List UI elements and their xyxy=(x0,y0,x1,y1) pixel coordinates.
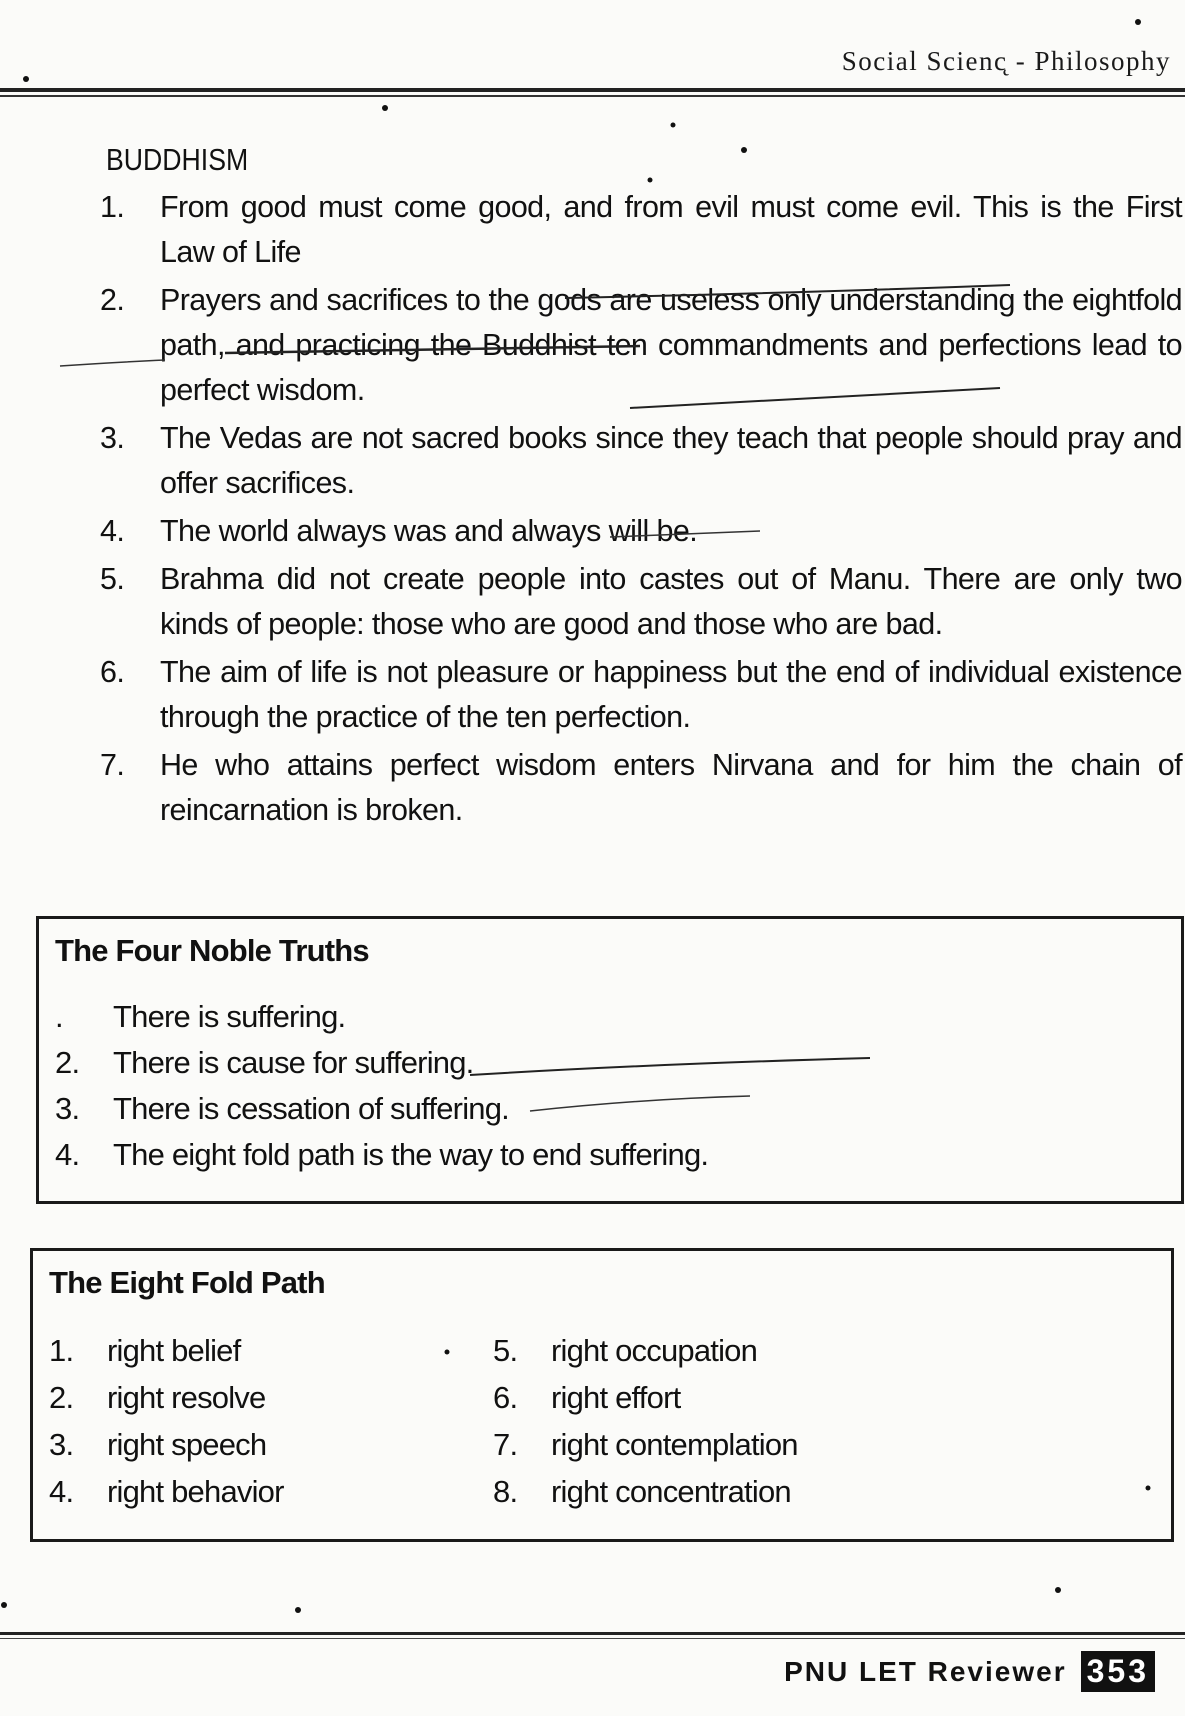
section-title: BUDDHISM xyxy=(106,142,249,177)
list-item: . There is suffering. xyxy=(55,999,346,1034)
list-item: 4. The world always was and always will be. xyxy=(100,514,698,548)
list-item: 4. right behavior xyxy=(49,1474,284,1509)
list-item: 3. There is cessation of suffering. xyxy=(55,1091,509,1126)
list-item: 4. The eight fold path is the way to end suffering. xyxy=(55,1137,709,1172)
list-item: 7. right contemplation xyxy=(493,1427,798,1462)
header-rule xyxy=(0,88,1185,92)
list-item: 8. right concentration xyxy=(493,1474,791,1509)
list-item: 1. right belief xyxy=(49,1333,241,1368)
page-number: 353 xyxy=(1081,1651,1155,1692)
list-item: 6. right effort xyxy=(493,1380,681,1415)
eight-fold-path-title: The Eight Fold Path xyxy=(49,1265,325,1300)
noble-truths-box xyxy=(36,916,1184,1204)
list-item: 2. right resolve xyxy=(49,1380,266,1415)
list-item: 5. Brahma did not create people into castes out of Manu. There are only two kinds of people: those who are good and those who are bad. xyxy=(100,562,1182,641)
list-item: 3. The Vedas are not sacred books since they teach that people should pray and offer sacrifices. xyxy=(100,421,1182,500)
principles-list xyxy=(100,185,1182,836)
list-item: 3. right speech xyxy=(49,1427,267,1462)
list-item: 1. From good must come good, and from evil must come evil. This is the First Law of Life xyxy=(100,190,1182,269)
noble-truths-title: The Four Noble Truths xyxy=(55,933,369,968)
footer-rule-thin xyxy=(0,1638,1185,1639)
eight-fold-path-box xyxy=(30,1248,1174,1542)
list-item: 6. The aim of life is not pleasure or happiness but the end of individual existence through the practice of the ten perfection. xyxy=(100,655,1182,734)
list-item: 2. Prayers and sacrifices to the gods are useless only understanding the eightfold path, and practicing the Buddhist ten commandments and perfections lead to perfect wisdom. xyxy=(100,283,1182,407)
footer-rule xyxy=(0,1632,1185,1635)
list-item: 7. He who attains perfect wisdom enters Nirvana and for him the chain of reincarnation is broken. xyxy=(100,748,1182,827)
footer-label: PNU LET Reviewer xyxy=(784,1655,1067,1687)
footer xyxy=(784,1651,1155,1692)
list-item: 2. There is cause for suffering. xyxy=(55,1045,474,1080)
header-rule-thin xyxy=(0,95,1185,97)
running-header: Social Scienc̨ - Philosophy xyxy=(841,46,1171,76)
list-item: 5. right occupation xyxy=(493,1333,758,1368)
